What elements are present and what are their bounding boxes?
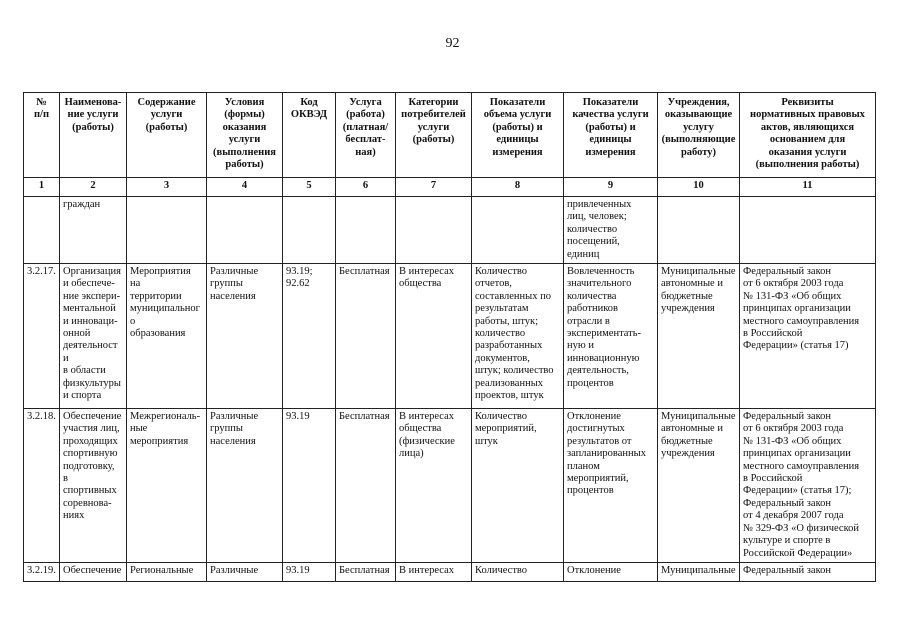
service-conditions: Различные <box>207 562 283 581</box>
service-conditions: Различные группы населения <box>207 409 283 563</box>
volume-indicator: Количество мероприятий, штук <box>472 409 564 563</box>
header-okved-code: Код ОКВЭД <box>283 93 336 178</box>
service-content: Мероприятия на территории муниципального образования <box>127 264 207 409</box>
page-number: 92 <box>445 36 460 51</box>
okved-code: 93.19 <box>283 562 336 581</box>
legal-act <box>740 197 876 264</box>
header-conditions: Условия (формы) оказания услуги (выполнения работы) <box>207 93 283 178</box>
header-institutions: Учреждения, оказывающие услугу (выполняющие работу) <box>658 93 740 178</box>
header-service-name: Наименова- ние услуги (работы) <box>60 93 127 178</box>
table-row <box>24 562 876 581</box>
paid-free: Бесплатная <box>336 562 396 581</box>
header-paid-free: Услуга (работа) (платная/ бесплат- ная) <box>336 93 396 178</box>
row-number: 3.2.19. <box>24 562 60 581</box>
institution: Муниципальные автономные и бюджетные учреждения <box>658 409 740 563</box>
services-registry-table <box>23 92 876 582</box>
column-number: 9 <box>564 178 658 197</box>
column-number: 2 <box>60 178 127 197</box>
service-name: Организация и обеспече- ние экспери- ментальной и инноваци- онной деятельности в области физкультуры и спорта <box>60 264 127 409</box>
quality-indicator: привлеченных лиц, человек; количество посещений, единиц <box>564 197 658 264</box>
quality-indicator: Отклонение достигнутых результатов от запланированных планом мероприятий, процентов <box>564 409 658 563</box>
header-number: № п/п <box>24 93 60 178</box>
column-number: 5 <box>283 178 336 197</box>
column-number: 3 <box>127 178 207 197</box>
legal-act: Федеральный закон <box>740 562 876 581</box>
header-volume-indicators: Показатели объема услуги (работы) и единицы измерения <box>472 93 564 178</box>
row-number <box>24 197 60 264</box>
column-number: 1 <box>24 178 60 197</box>
institution: Муниципальные автономные и бюджетные учреждения <box>658 264 740 409</box>
header-legal-acts: Реквизиты нормативных правовых актов, являющихся основанием для оказания услуги (выполнения работы) <box>740 93 876 178</box>
legal-act: Федеральный закон от 6 октября 2003 года № 131-ФЗ «Об общих принципах организации местного самоуправления в Российской Федерации» (статья 17) <box>740 264 876 409</box>
table-row <box>24 409 876 563</box>
service-content: Межрегиональ- ные мероприятия <box>127 409 207 563</box>
row-number: 3.2.18. <box>24 409 60 563</box>
column-number: 4 <box>207 178 283 197</box>
column-number: 6 <box>336 178 396 197</box>
consumer-category: В интересах <box>396 562 472 581</box>
paid-free: Бесплатная <box>336 409 396 563</box>
paid-free <box>336 197 396 264</box>
consumer-category: В интересах общества (физические лица) <box>396 409 472 563</box>
service-content: Региональные <box>127 562 207 581</box>
header-consumer-categories: Категории потребителей услуги (работы) <box>396 93 472 178</box>
volume-indicator: Количество <box>472 562 564 581</box>
okved-code <box>283 197 336 264</box>
consumer-category: В интересах общества <box>396 264 472 409</box>
service-conditions: Различные группы населения <box>207 264 283 409</box>
column-number: 10 <box>658 178 740 197</box>
header-row <box>24 93 876 178</box>
consumer-category <box>396 197 472 264</box>
volume-indicator <box>472 197 564 264</box>
institution: Муниципальные <box>658 562 740 581</box>
table-row <box>24 264 876 409</box>
column-number: 8 <box>472 178 564 197</box>
row-number: 3.2.17. <box>24 264 60 409</box>
column-number: 11 <box>740 178 876 197</box>
institution <box>658 197 740 264</box>
service-name: граждан <box>60 197 127 264</box>
okved-code: 93.19; 92.62 <box>283 264 336 409</box>
volume-indicator: Количество отчетов, составленных по результатам работы, штук; количество разработанных документов, штук; количество реализованных проектов, штук <box>472 264 564 409</box>
service-conditions <box>207 197 283 264</box>
quality-indicator: Вовлеченность значительного количества работников отрасли в экспериментать- ную и инновационную деятельность, процентов <box>564 264 658 409</box>
header-quality-indicators: Показатели качества услуги (работы) и единицы измерения <box>564 93 658 178</box>
quality-indicator: Отклонение <box>564 562 658 581</box>
header-service-content: Содержание услуги (работы) <box>127 93 207 178</box>
column-number: 7 <box>396 178 472 197</box>
legal-act: Федеральный закон от 6 октября 2003 года № 131-ФЗ «Об общих принципах организации местного самоуправления в Российской Федерации» (статья 17); Федеральный закон от 4 декабря 2007 года № 329-ФЗ «О физической культуре и спорте в Российской Федерации» <box>740 409 876 563</box>
okved-code: 93.19 <box>283 409 336 563</box>
service-name: Обеспечение участия лиц, проходящих спортивную подготовку, в спортивных соревнова- ниях <box>60 409 127 563</box>
table-row <box>24 197 876 264</box>
column-number-row <box>24 178 876 197</box>
paid-free: Бесплатная <box>336 264 396 409</box>
service-content <box>127 197 207 264</box>
service-name: Обеспечение <box>60 562 127 581</box>
